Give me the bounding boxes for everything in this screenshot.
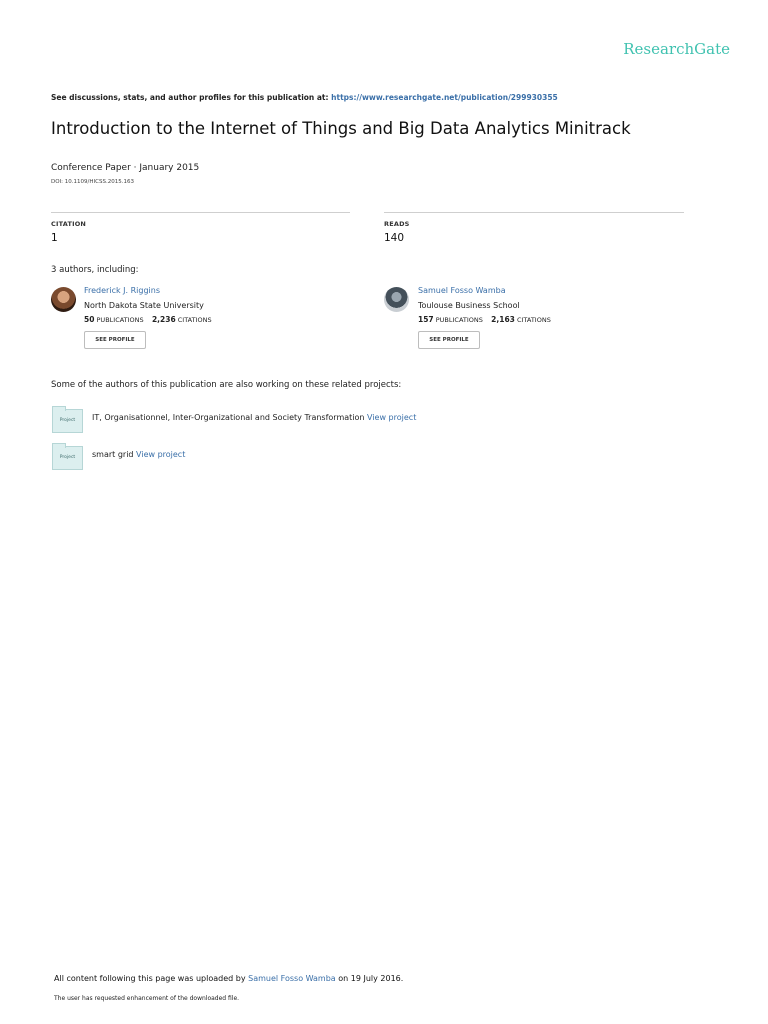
view-project-link[interactable]: View project [136, 450, 186, 459]
citations-label: CITATIONS [177, 316, 212, 324]
author-name[interactable]: Frederick J. Riggins [84, 286, 160, 295]
projects-heading: Some of the authors of this publication are also working on these related projects: [51, 380, 402, 390]
uploader-link[interactable]: Samuel Fosso Wamba [248, 974, 336, 983]
project-name: IT, Organisationnel, Inter-Organizational and Society Transformation [92, 413, 365, 422]
folder-icon[interactable] [52, 409, 83, 433]
see-profile-button[interactable]: SEE PROFILE [418, 331, 480, 349]
disclaimer-text: See discussions, stats, and author profiles for this publication at: [51, 93, 332, 102]
author-stats [418, 315, 551, 324]
avatar[interactable] [51, 287, 76, 312]
project-item [92, 450, 185, 459]
publications-count: 50 [84, 315, 95, 324]
publications-label: PUBLICATIONS [96, 316, 144, 324]
researchgate-logo[interactable]: ResearchGate [623, 40, 730, 58]
disclaimer [51, 93, 558, 102]
page-title: Introduction to the Internet of Things and Big Data Analytics Minitrack [51, 119, 631, 138]
project-icon-label: Project [59, 455, 76, 460]
reads-value: 140 [384, 232, 405, 244]
see-profile-button[interactable]: SEE PROFILE [84, 331, 146, 349]
author-name[interactable]: Samuel Fosso Wamba [418, 286, 506, 295]
project-name: smart grid [92, 450, 134, 459]
view-project-link[interactable]: View project [367, 413, 417, 422]
reads-label: READS [384, 220, 410, 228]
citation-value: 1 [51, 232, 58, 244]
upload-note [54, 974, 403, 983]
author-institution: North Dakota State University [84, 301, 204, 310]
project-icon-label: Project [59, 418, 76, 423]
citations-label: CITATIONS [516, 316, 551, 324]
upload-prefix: All content following this page was uploaded by [54, 974, 249, 983]
publication-link[interactable]: https://www.researchgate.net/publication/299930355 [331, 93, 558, 102]
citations-count: 2,236 [151, 315, 176, 324]
doi: DOI: 10.1109/HICSS.2015.163 [51, 179, 134, 185]
avatar[interactable] [384, 287, 409, 312]
divider-reads [384, 212, 684, 213]
publications-count: 157 [418, 315, 434, 324]
enhancement-note: The user has requested enhancement of the downloaded file. [54, 995, 240, 1002]
project-item [92, 413, 416, 422]
folder-icon[interactable] [52, 446, 83, 470]
authors-heading: 3 authors, including: [51, 265, 139, 275]
divider-citation [51, 212, 350, 213]
citation-label: CITATION [51, 220, 87, 228]
paper-type-date: Conference Paper · January 2015 [51, 163, 200, 173]
upload-suffix: on 19 July 2016. [335, 974, 404, 983]
citations-count: 2,163 [491, 315, 515, 324]
author-stats [84, 315, 212, 324]
author-institution: Toulouse Business School [418, 301, 520, 310]
publications-label: PUBLICATIONS [435, 316, 483, 324]
